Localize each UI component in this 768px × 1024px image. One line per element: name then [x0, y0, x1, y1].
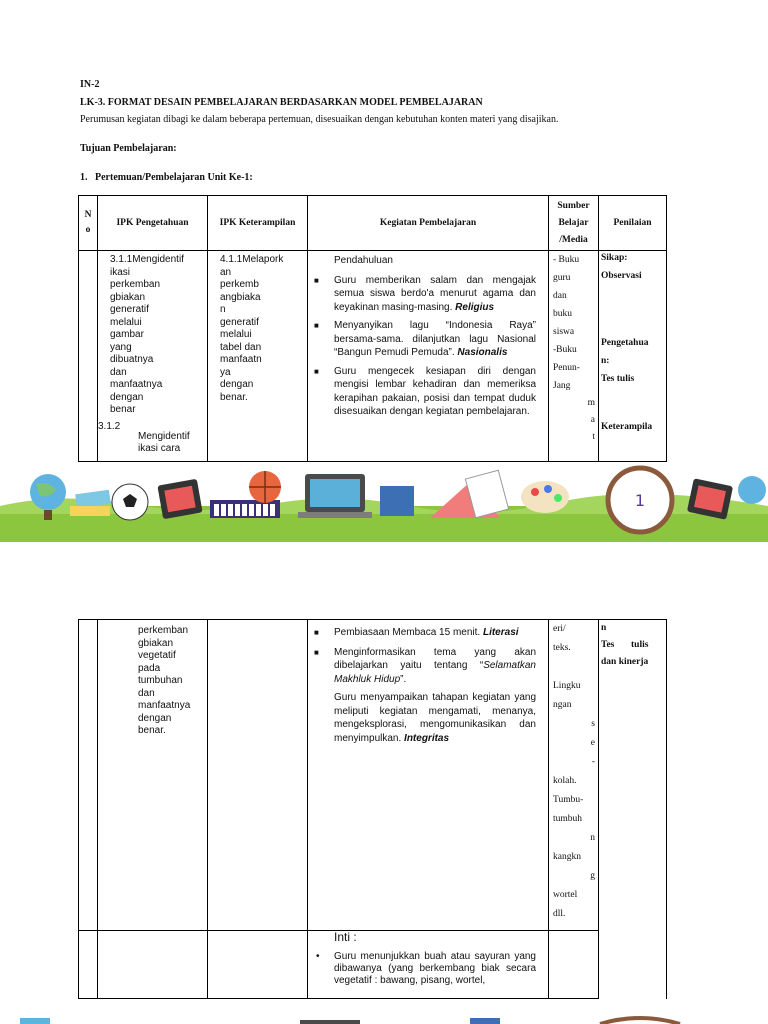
doc-code: IN-2	[80, 79, 100, 90]
ipk-line: perkemban	[110, 279, 161, 290]
cell-sumber	[549, 251, 599, 462]
ipk-line: benar.	[220, 391, 248, 403]
kegiatan-title: Pendahuluan	[334, 255, 393, 266]
ipk-line: perkemban	[138, 625, 189, 636]
ipk-line: ikasi	[110, 266, 131, 278]
sumber-line: t	[592, 432, 595, 442]
sumber-line: siswa	[553, 327, 575, 337]
ipk-line: angbiaka	[220, 291, 261, 303]
kegiatan-item: ■ Guru mengecek kesiapan diri dengan mengisi lembar kehadiran dan memeriksa kerapihan pakaian, posisi dan tempat duduk disesuaikan dengan kegiatan pembelajaran.	[314, 365, 536, 417]
page-number: 1	[634, 491, 646, 510]
ipk-line: manfaatnya	[138, 700, 191, 711]
sumber-line: e	[590, 738, 595, 748]
cell-no	[79, 931, 98, 999]
kegiatan-item: ■ Menginformasikan tema yang akan dibelajarkan yaitu tentang “Selamatkan Makhluk Hidup”.	[314, 646, 536, 685]
ipk-line: ikasi cara	[138, 443, 181, 454]
sumber-line: teks.	[553, 643, 571, 653]
ipk-line: dengan	[220, 379, 254, 390]
ipk-line: yang	[110, 341, 132, 353]
ipk-line: melalui	[110, 316, 142, 328]
header-ipk-pengetahuan: IPK Pengetahuan	[98, 196, 208, 251]
school-supplies-illustration	[0, 462, 768, 542]
doc-intro: Perumusan kegiatan dibagi ke dalam beberapa pertemuan, disesuaikan dengan kebutuhan konten materi yang disajikan.	[80, 114, 559, 125]
ipk-line: an	[220, 266, 232, 278]
sumber-line: Tumbu-	[553, 795, 584, 805]
sumber-line: dll.	[553, 909, 566, 919]
ipk-line: tumbuhan	[138, 675, 183, 686]
lesson-table-page2	[78, 619, 667, 999]
cell-sumber: eri/ teks. Lingku ngan s e - kolah. Tumbu- tumbuh n kangkn g wortel dll.	[549, 620, 599, 931]
ipk-line: generatif	[220, 316, 259, 328]
kegiatan-item: ■ Menyanyikan lagu “Indonesia Raya” bersama-sama. dilanjutkan lagu Nasional “Bangun Pemudi Pemuda”. Nasionalis	[314, 320, 536, 358]
cell-ipk-keterampilan	[208, 251, 308, 462]
cell-kegiatan	[308, 620, 549, 931]
cell-penilaian: n Tes tulis dan kinerja	[599, 620, 667, 999]
ipk-line: vegetatif	[138, 650, 176, 661]
ipk-line: manfaatn	[220, 354, 262, 365]
ipk-line: ya	[220, 366, 231, 378]
sumber-line: Lingku	[553, 681, 581, 691]
kegiatan-item: ■ Guru memberikan salam dan mengajak semua siswa berdo'a menurut agama dan keyakinan masing-masing. Religius	[314, 274, 536, 313]
ipk-line: dan	[110, 366, 127, 378]
kegiatan-item: • Guru menunjukkan buah atau sayuran yang dibawanya (yang berkembang biak secara vegetatif : bawang, pisang, wortel,	[316, 950, 536, 986]
sumber-line: Penun-	[553, 363, 580, 373]
kegiatan-paragraph: Guru menyampaikan tahapan kegiatan yang meliputi kegiatan mengamati, menanya, mengeksplorasi, mengomunikasikan dan menyimpulkan. Integritas	[334, 692, 536, 744]
ipk-line: Mengidentif	[138, 430, 190, 442]
ipk-line: melalui	[220, 329, 252, 340]
ipk-line: gbiakan	[138, 637, 174, 649]
sumber-line: m	[587, 398, 595, 408]
sumber-line: kolah.	[553, 776, 577, 786]
ipk-line: perkemb	[220, 279, 259, 290]
header-no: N o	[79, 196, 98, 251]
cell-sumber	[549, 931, 599, 999]
ipk-line: benar	[110, 404, 136, 415]
sumber-line: dan	[553, 291, 567, 301]
sumber-line: -	[591, 757, 595, 767]
cell-kegiatan	[308, 251, 549, 462]
goal-heading: Tujuan Pembelajaran:	[80, 143, 177, 154]
sumber-line: - Buku	[553, 255, 580, 265]
footer-banner	[0, 462, 768, 542]
header-ipk-keterampilan: IPK Keterampilan	[208, 196, 308, 251]
header-sumber: Sumber Belajar /Media	[549, 196, 599, 251]
sumber-line: eri/	[553, 624, 566, 634]
ipk-line: manfaatnya	[110, 379, 163, 390]
doc-title: LK-3. FORMAT DESAIN PEMBELAJARAN BERDASARKAN MODEL PEMBELAJARAN	[80, 97, 483, 108]
sumber-line: Jang	[553, 381, 571, 391]
ipk-line: n	[220, 304, 226, 315]
ipk-number-3-1-2: 3.1.2	[98, 421, 121, 432]
ipk-line: gbiakan	[110, 291, 146, 303]
sumber-line: tumbuh	[553, 814, 583, 824]
cell-ipk-keterampilan	[208, 620, 308, 931]
sumber-line: a	[590, 415, 595, 425]
ipk-line: tabel dan	[220, 341, 262, 353]
kegiatan-item: ■ Pembiasaan Membaca 15 menit. Literasi	[314, 627, 519, 638]
cell-no	[79, 251, 98, 462]
header-kegiatan: Kegiatan Pembelajaran	[308, 196, 549, 251]
ipk-line: dibuatnya	[110, 354, 154, 365]
cell-ipk-pengetahuan	[98, 251, 208, 462]
ipk-line: generatif	[110, 304, 149, 315]
sumber-line: wortel	[553, 890, 578, 900]
sumber-line: ngan	[553, 700, 572, 710]
sumber-line: -Buku	[553, 345, 577, 355]
sumber-line: buku	[553, 309, 572, 319]
ipk-line: dengan	[110, 391, 144, 403]
ipk-line: benar.	[138, 725, 166, 736]
school-supplies-illustration	[0, 1008, 768, 1024]
sumber-line	[553, 658, 598, 677]
cell-penilaian: Sikap: Observasi Pengetahua n: Tes tulis Keterampila	[599, 251, 667, 462]
cell-no	[79, 620, 98, 931]
cell-kegiatan	[308, 931, 549, 999]
lesson-table-page1	[78, 195, 667, 462]
header-penilaian: Penilaian	[599, 196, 667, 251]
cell-ipk-pengetahuan	[98, 931, 208, 999]
cell-ipk-pengetahuan	[98, 620, 208, 931]
ipk-line: dan	[138, 687, 155, 699]
ipk-line: 4.1.1Melapork	[220, 254, 284, 265]
sumber-line: guru	[553, 273, 571, 283]
sumber-line: s	[591, 719, 595, 729]
ipk-line: dengan	[138, 712, 172, 724]
kegiatan-title-inti: Inti :	[334, 930, 357, 944]
ipk-line: 3.1.1Mengidentif	[110, 254, 184, 265]
footer-banner-partial	[0, 1008, 768, 1024]
ipk-line: gambar	[110, 329, 144, 340]
cell-ipk-keterampilan	[208, 931, 308, 999]
meeting-heading: 1. Pertemuan/Pembelajaran Unit Ke-1:	[80, 172, 253, 183]
ipk-line: pada	[138, 662, 161, 674]
